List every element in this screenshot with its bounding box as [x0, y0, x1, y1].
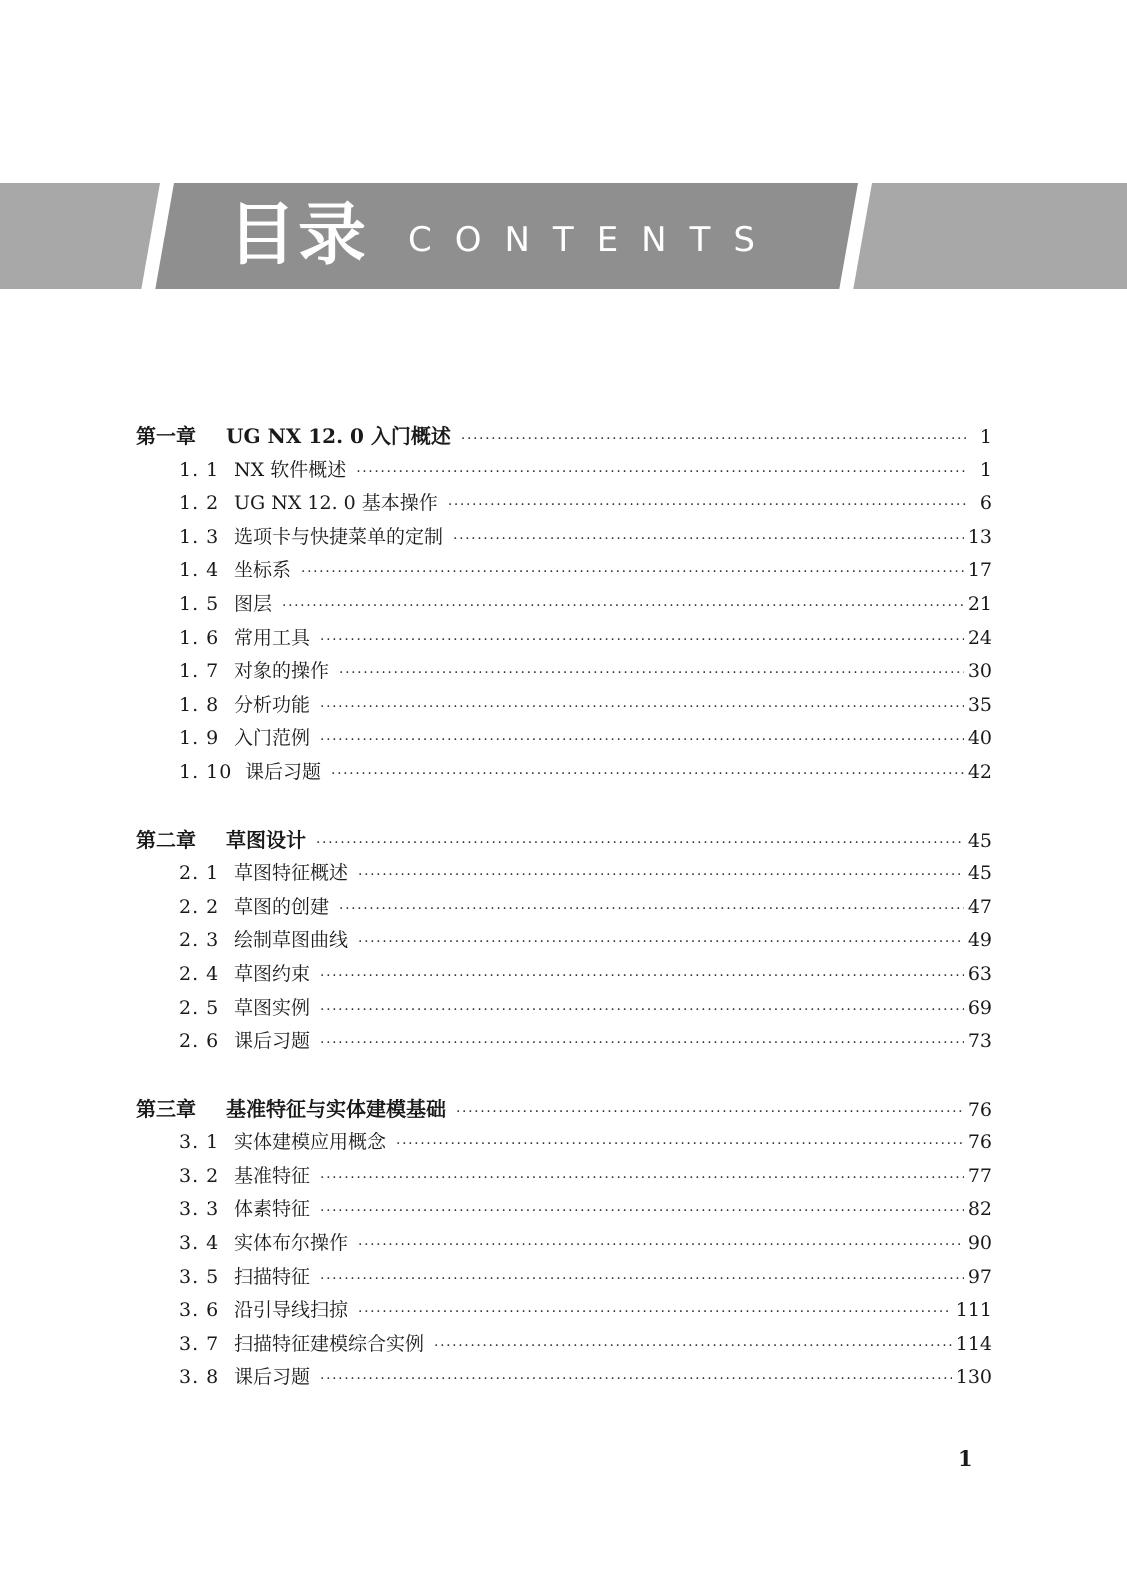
- section-number: 3. 7: [179, 1332, 220, 1355]
- toc-section-row[interactable]: [136, 1193, 992, 1227]
- section-title: 体素特征: [234, 1198, 311, 1221]
- toc-chapter-row[interactable]: [136, 420, 992, 454]
- section-title: 图层: [234, 592, 273, 615]
- chapter-block-3: [136, 1093, 992, 1395]
- toc-section-row[interactable]: [136, 554, 992, 588]
- toc-section-row[interactable]: [136, 1160, 992, 1194]
- toc-section-row[interactable]: [136, 1361, 992, 1395]
- section-number: 3. 3: [179, 1198, 220, 1221]
- section-page: 30: [967, 660, 992, 683]
- section-page: 82: [967, 1198, 992, 1221]
- toc-section-row[interactable]: [136, 1227, 992, 1261]
- chapter-label: 第二章: [136, 827, 196, 852]
- dot-leader: [339, 657, 964, 691]
- toc-section-row[interactable]: [136, 958, 992, 992]
- dot-leader: [301, 556, 964, 590]
- section-number: 3. 4: [179, 1232, 220, 1255]
- dot-leader: [320, 960, 964, 994]
- section-title: 对象的操作: [234, 660, 330, 683]
- toc-section-row[interactable]: [136, 1261, 992, 1295]
- dot-leader: [282, 590, 964, 624]
- section-number: 2. 4: [179, 962, 220, 985]
- section-page: 13: [967, 525, 992, 548]
- dot-leader: [320, 691, 964, 725]
- section-page: 47: [967, 895, 992, 918]
- dot-leader: [320, 1162, 964, 1196]
- section-title: 实体布尔操作: [234, 1232, 349, 1255]
- section-title: 坐标系: [234, 559, 292, 582]
- section-number: 1. 8: [179, 693, 220, 716]
- section-page: 76: [967, 1131, 992, 1154]
- section-page: 17: [967, 559, 992, 582]
- section-page: 49: [967, 929, 992, 952]
- section-number: 1. 2: [179, 492, 220, 515]
- section-page: 97: [967, 1265, 992, 1288]
- dot-leader: [339, 893, 964, 927]
- dot-leader: [358, 859, 964, 893]
- section-page: 73: [967, 1030, 992, 1053]
- dot-leader: [320, 1195, 964, 1229]
- section-number: 3. 1: [179, 1131, 220, 1154]
- chapter-title: UG NX 12. 0 入门概述: [226, 424, 451, 448]
- toc-section-row[interactable]: [136, 722, 992, 756]
- toc-section-row[interactable]: [136, 1294, 992, 1328]
- dot-leader: [320, 1027, 964, 1061]
- chapter-block-1: [136, 420, 992, 790]
- section-title: 课后习题: [245, 760, 322, 783]
- section-page: 35: [967, 693, 992, 716]
- dot-leader: [448, 489, 966, 523]
- section-page: 6: [979, 492, 992, 515]
- chapter-title: 草图设计: [226, 827, 306, 852]
- section-number: 3. 6: [179, 1299, 220, 1322]
- section-number: 2. 6: [179, 1030, 220, 1053]
- section-title: 草图实例: [234, 996, 311, 1019]
- toc-chapter-row[interactable]: [136, 1093, 992, 1127]
- section-number: 2. 2: [179, 895, 220, 918]
- section-page: 40: [967, 727, 992, 750]
- dot-leader: [320, 994, 964, 1028]
- dot-leader: [331, 758, 964, 792]
- section-page: 130: [955, 1366, 992, 1389]
- section-title: 课后习题: [234, 1030, 311, 1053]
- section-title: 常用工具: [234, 626, 311, 649]
- dot-leader: [356, 456, 966, 490]
- dot-leader: [358, 926, 964, 960]
- page-subtitle: CONTENTS: [408, 220, 778, 260]
- section-title: NX 软件概述: [234, 458, 347, 481]
- section-number: 2. 1: [179, 862, 220, 885]
- page-title: 目录: [228, 196, 369, 275]
- section-number: 1. 9: [179, 727, 220, 750]
- dot-leader: [456, 1096, 964, 1130]
- toc-section-row[interactable]: [136, 857, 992, 891]
- dot-leader: [320, 624, 964, 658]
- chapter-page: 45: [967, 829, 992, 852]
- dot-leader: [461, 423, 966, 457]
- section-page: 24: [967, 626, 992, 649]
- section-title: 入门范例: [234, 727, 311, 750]
- toc-section-row[interactable]: [136, 487, 992, 521]
- toc-section-row[interactable]: [136, 689, 992, 723]
- section-title: 草图的创建: [234, 895, 330, 918]
- toc-section-row[interactable]: [136, 655, 992, 689]
- section-number: 1. 3: [179, 525, 220, 548]
- section-page: 1: [979, 458, 992, 481]
- section-page: 69: [967, 996, 992, 1019]
- section-title: 实体建模应用概念: [234, 1131, 387, 1154]
- section-number: 3. 5: [179, 1265, 220, 1288]
- section-number: 3. 8: [179, 1366, 220, 1389]
- chapter-label: 第一章: [136, 424, 196, 448]
- dot-leader: [396, 1128, 964, 1162]
- section-title: 扫描特征: [234, 1265, 311, 1288]
- section-number: 1. 5: [179, 592, 220, 615]
- chapter-page: 76: [967, 1098, 992, 1121]
- dot-leader: [320, 1263, 964, 1297]
- toc-section-row[interactable]: [136, 992, 992, 1026]
- section-page: 90: [967, 1232, 992, 1255]
- section-title: 草图约束: [234, 962, 311, 985]
- section-number: 1. 10: [179, 760, 233, 783]
- toc-chapter-row[interactable]: [136, 824, 992, 858]
- toc-section-row[interactable]: [136, 756, 992, 790]
- section-title: 绘制草图曲线: [234, 929, 349, 952]
- page-number: 1: [958, 1446, 973, 1471]
- dot-leader: [320, 724, 964, 758]
- section-title: 课后习题: [234, 1366, 311, 1389]
- section-number: 2. 5: [179, 996, 220, 1019]
- dot-leader: [453, 523, 964, 557]
- section-number: 2. 3: [179, 929, 220, 952]
- section-number: 3. 2: [179, 1164, 220, 1187]
- section-page: 111: [955, 1299, 992, 1322]
- toc-section-row[interactable]: [136, 1025, 992, 1059]
- toc-section-row[interactable]: [136, 1328, 992, 1362]
- section-title: 草图特征概述: [234, 862, 349, 885]
- section-page: 63: [967, 962, 992, 985]
- chapter-block-2: [136, 824, 992, 1059]
- chapter-label: 第三章: [136, 1096, 196, 1121]
- chapter-title: 基准特征与实体建模基础: [226, 1096, 446, 1121]
- section-number: 1. 7: [179, 660, 220, 683]
- toc-section-row[interactable]: [136, 622, 992, 656]
- section-page: 77: [967, 1164, 992, 1187]
- dot-leader: [358, 1229, 964, 1263]
- dot-leader: [320, 1363, 952, 1397]
- toc-section-row[interactable]: [136, 588, 992, 622]
- dot-leader: [434, 1330, 952, 1364]
- section-title: 基准特征: [234, 1164, 311, 1187]
- section-page: 42: [967, 760, 992, 783]
- section-number: 1. 6: [179, 626, 220, 649]
- toc-section-row[interactable]: [136, 924, 992, 958]
- dot-leader: [316, 827, 964, 861]
- section-page: 21: [967, 592, 992, 615]
- toc-section-row[interactable]: [136, 521, 992, 555]
- chapter-page: 1: [979, 426, 992, 448]
- toc-section-row[interactable]: [136, 454, 992, 488]
- section-page: 45: [967, 862, 992, 885]
- section-title: 扫描特征建模综合实例: [234, 1332, 425, 1355]
- toc-section-row[interactable]: [136, 1126, 992, 1160]
- dot-leader: [358, 1296, 952, 1330]
- section-page: 114: [955, 1332, 992, 1355]
- section-title: 沿引导线扫掠: [234, 1299, 349, 1322]
- section-title: UG NX 12. 0 基本操作: [234, 492, 438, 515]
- section-title: 分析功能: [234, 693, 311, 716]
- section-title: 选项卡与快捷菜单的定制: [234, 525, 444, 548]
- toc-section-row[interactable]: [136, 891, 992, 925]
- section-number: 1. 1: [179, 458, 220, 481]
- table-of-contents: [136, 420, 992, 1429]
- section-number: 1. 4: [179, 559, 220, 582]
